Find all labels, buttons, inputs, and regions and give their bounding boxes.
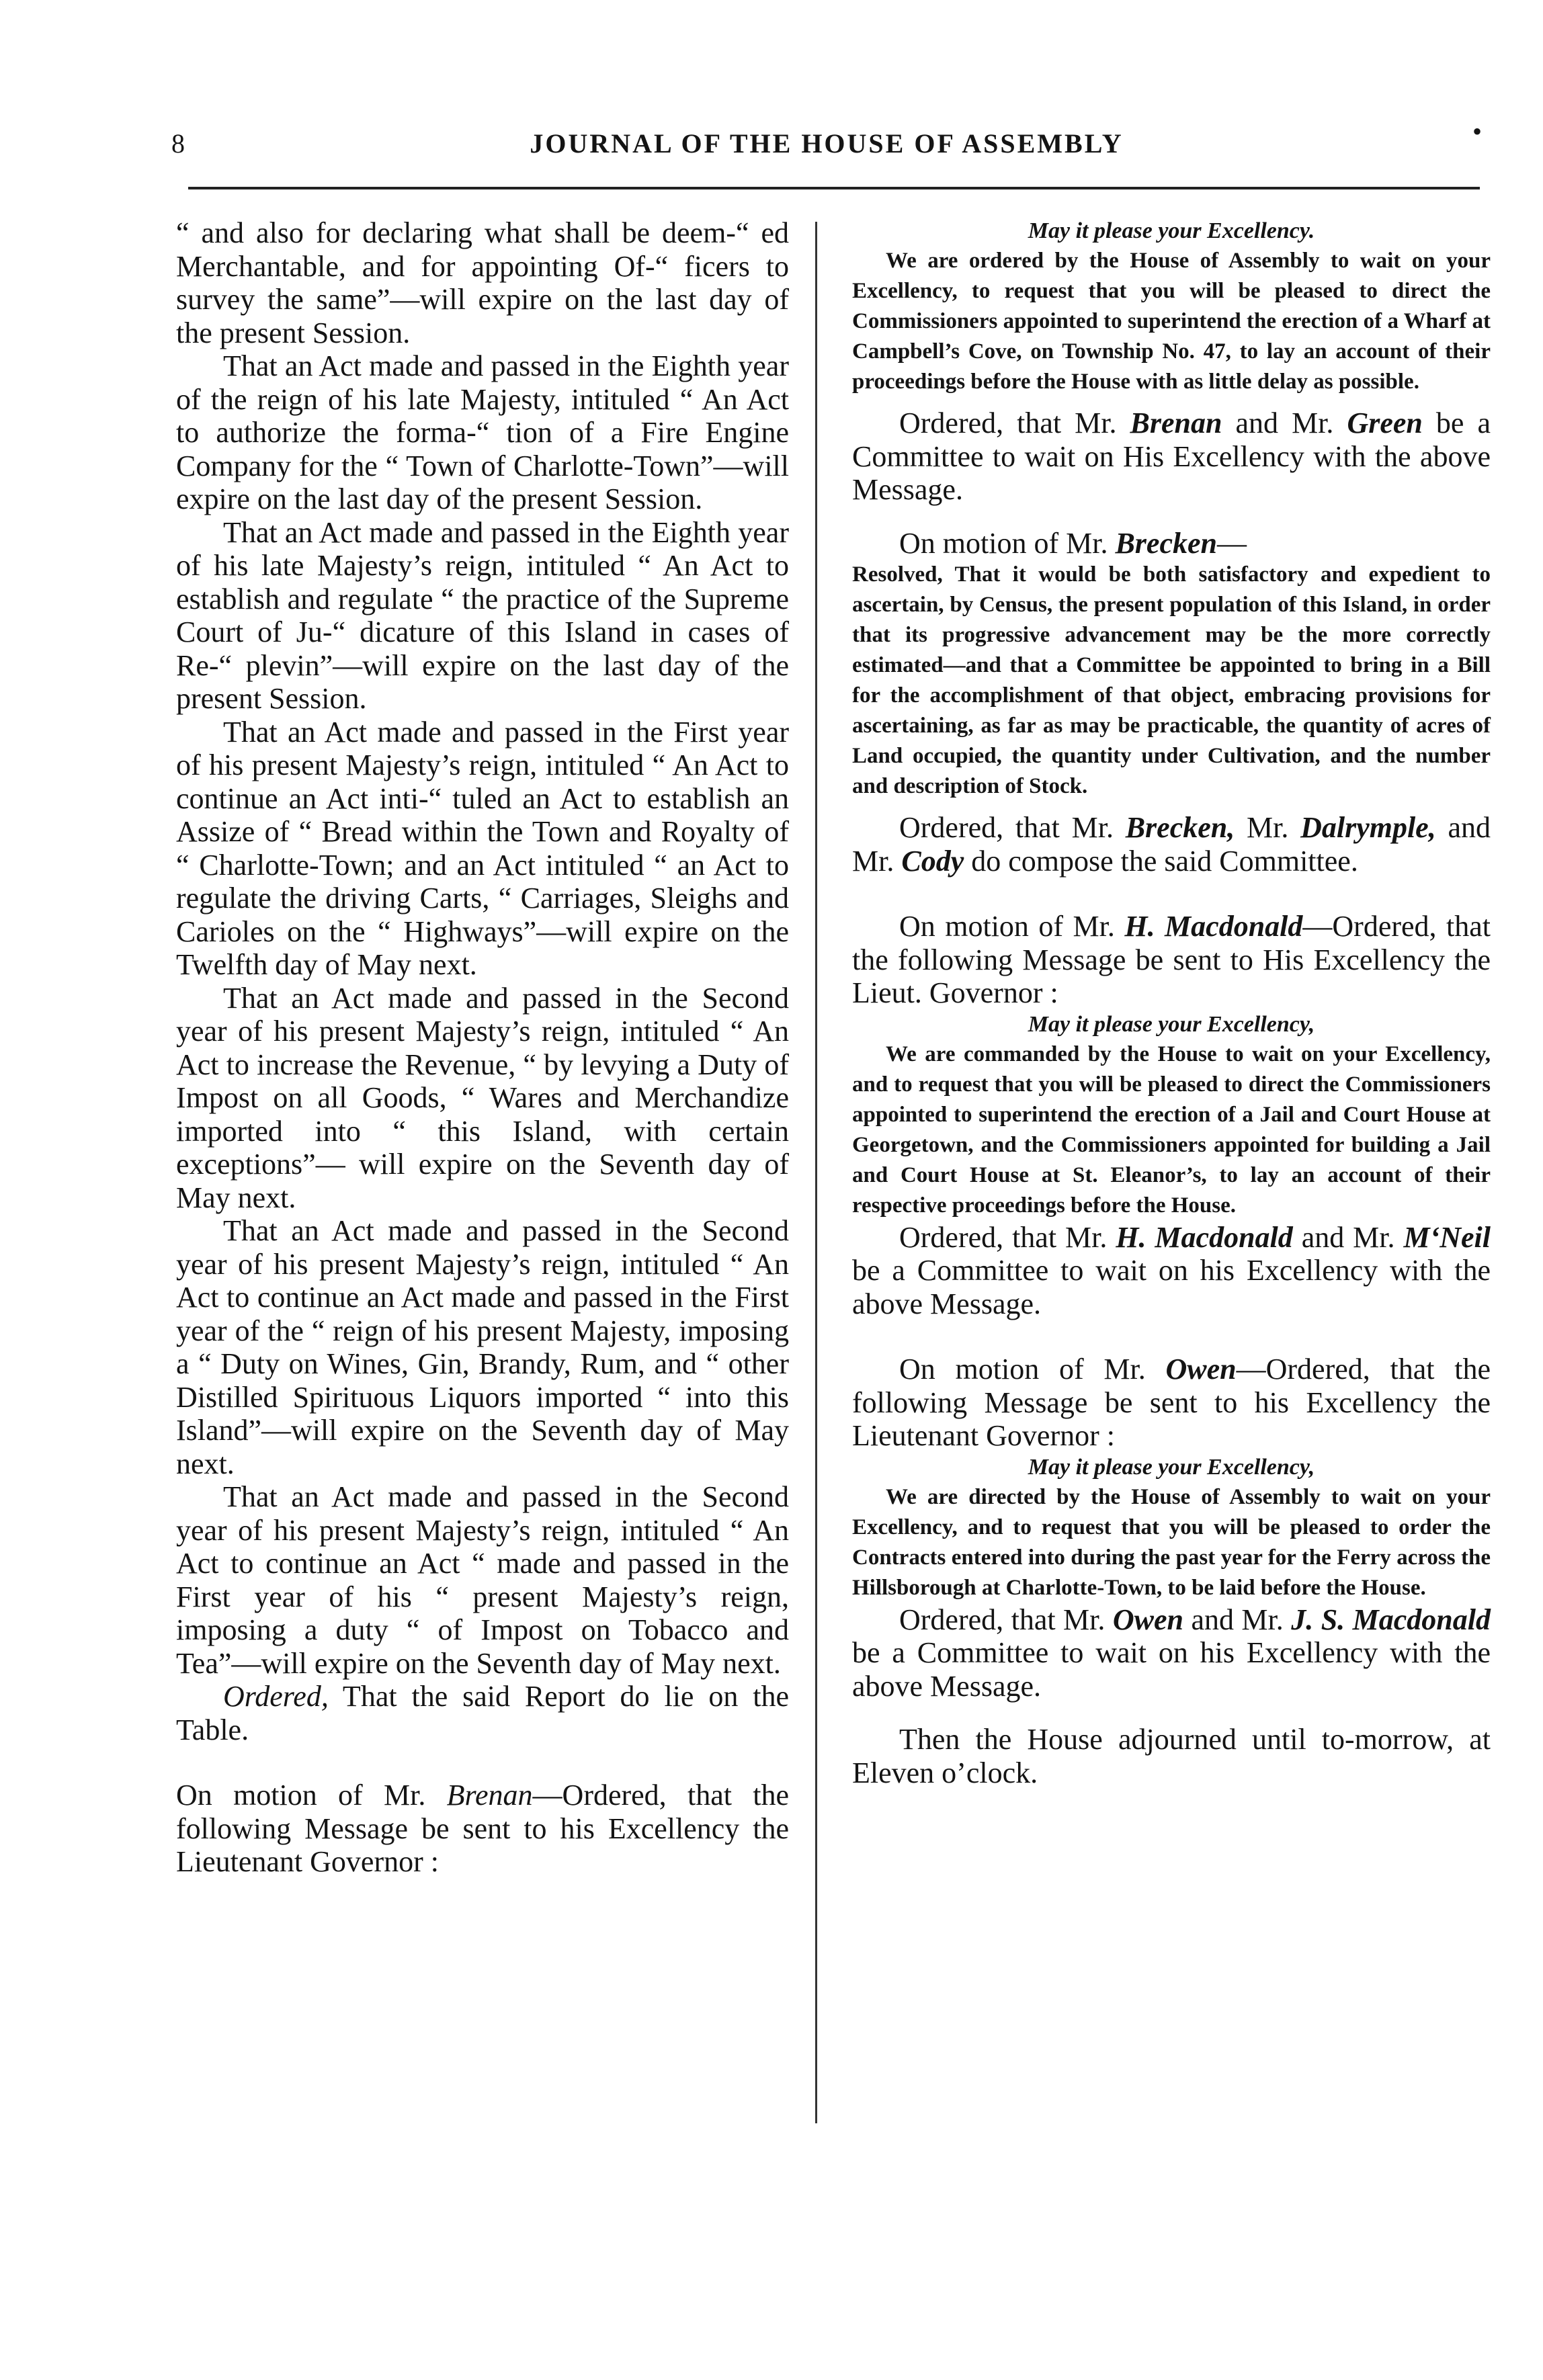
left-column: [176, 216, 789, 1879]
paragraph: That an Act made and passed in the Eighth year of his late Majesty’s reign, intituled “ An Act to establish and regulate “ the practice of the Supreme Court of Ju-“ dicature of this Island in cases of Re-“ plevin”—will expire on the last day of the present Session.: [176, 515, 789, 715]
paragraph: Ordered, that Mr. Brecken, Mr. Dalrymple, and Mr. Cody do compose the said Committee.: [852, 811, 1491, 878]
member-name: Brecken,: [1125, 811, 1235, 844]
paragraph: Ordered, that Mr. Brenan and Mr. Green be a Committee to wait on His Excellency with the above Message.: [852, 407, 1491, 506]
paragraph: On motion of Mr. Owen—Ordered, that the following Message be sent to his Excellency the Lieutenant Governor :: [852, 1353, 1491, 1452]
page-header: [171, 116, 1482, 168]
paragraph: On motion of Mr. Brenan—Ordered, that the following Message be sent to his Excellency the Lieutenant Governor :: [176, 1779, 790, 1878]
column-divider: [815, 222, 817, 2123]
emphasis: Ordered,: [223, 1680, 329, 1713]
salutation: May it please your Excellency,: [1028, 1454, 1315, 1480]
member-name: H. Macdonald: [1116, 1220, 1293, 1254]
paragraph: That an Act made and passed in the Second year of his present Majesty’s reign, intituled “ An Act to continue an Act “ made and passed in the First year of his “ present Majesty’s reign, imposing a duty “ of Impost on Tobacco and Tea”—will expire on the Seventh day of May next.: [176, 1480, 789, 1680]
running-head: JOURNAL OF THE HOUSE OF ASSEMBLY: [530, 128, 1124, 159]
resolution: Resolved, That it would be both satisfactory and expedient to ascertain, by Census, the present population of this Island, in order that its progressive advancement may be the more correctly estimated—and that a Committee be appointed to bring in a Bill for the accomplishment of that object, embracing provisions for ascertaining, as far as may be practicable, the quantity of acres of Land occupied, the quantity under Cultivation, and the number and description of Stock.: [852, 562, 1491, 798]
paragraph: “ and also for declaring what shall be deem-“ ed Merchantable, and for appointing Of-“ ficers to survey the same”—will expire on the last day of the present Session.: [176, 216, 789, 349]
member-name: Owen: [1165, 1353, 1237, 1386]
paragraph: That an Act made and passed in the Second year of his present Majesty’s reign, intituled “ An Act to increase the Revenue, “ by levying a Duty of Impost on all Goods, “ Wares and Merchandize imported into “ this Island, with certain exceptions”— will expire on the Seventh day of May next.: [176, 981, 789, 1214]
member-name: Brenan: [1130, 407, 1222, 439]
paragraph: Ordered, That the said Report do lie on the Table.: [176, 1680, 789, 1746]
paragraph: Ordered, that Mr. Owen and Mr. J. S. Macdonald be a Committee to wait on his Excellency with the above Message.: [852, 1603, 1491, 1703]
message: We are commanded by the House to wait on your Excellency, and to request that you will be pleased to direct the Commissioners appointed to superintend the erection of a Jail and Court House at Georgetown, and the Commissioners appointed for building a Jail and Court House at St. Eleanor’s, to lay an account of their respective proceedings before the House.: [852, 1042, 1491, 1218]
member-name: Dalrymple,: [1300, 811, 1436, 844]
stray-mark: •: [1472, 116, 1482, 146]
member-name: Owen: [1112, 1603, 1183, 1636]
member-name: M‘Neil: [1403, 1220, 1491, 1254]
paragraph: On motion of Mr. H. Macdonald—Ordered, that the following Message be sent to His Excellency the Lieut. Governor :: [852, 910, 1491, 1009]
member-name: Brenan: [446, 1779, 533, 1812]
message: We are ordered by the House of Assembly to wait on your Excellency, to request that you will be pleased to direct the Commissioners appointed to superintend the erection of a Wharf at Campbell’s Cove, on Township No. 47, to lay an account of their proceedings before the House with as little delay as possible.: [852, 249, 1491, 394]
paragraph: On motion of Mr. Brecken—: [899, 526, 1247, 560]
page-number: 8: [171, 128, 185, 159]
member-name: H. Macdonald: [1124, 910, 1303, 943]
member-name: Green: [1347, 407, 1423, 439]
paragraph: That an Act made and passed in the Eighth year of the reign of his late Majesty, intituled “ An Act to authorize the forma-“ tion of a Fire Engine Company for the “ Town of Charlotte-Town”—will expire on the last day of the present Session.: [176, 349, 789, 515]
member-name: Brecken: [1115, 526, 1217, 560]
right-column: [852, 216, 1491, 1789]
salutation: May it please your Excellency,: [1028, 1011, 1315, 1037]
paragraph: Then the House adjourned until to-morrow, at Eleven o’clock.: [852, 1723, 1491, 1789]
paragraph: That an Act made and passed in the Second year of his present Majesty’s reign, intituled “ An Act to continue an Act made and passed in the First year of the “ reign of his present Majesty, imposing a “ Duty on Wines, Gin, Brandy, Rum, and “ other Distilled Spirituous Liquors imported “ into this Island”—will expire on the Seventh day of May next.: [176, 1214, 789, 1480]
paragraph: Ordered, that Mr. H. Macdonald and Mr. M‘Neil be a Committee to wait on his Excellency with the above Message.: [852, 1220, 1491, 1320]
salutation: May it please your Excellency.: [1028, 218, 1315, 243]
message: We are directed by the House of Assembly to wait on your Excellency, and to request that you will be pleased to order the Contracts entered into during the past year for the Ferry across the Hillsborough at Charlotte-Town, to be laid before the House.: [852, 1484, 1491, 1600]
member-name: Cody: [901, 844, 964, 878]
header-rule: [188, 187, 1480, 189]
member-name: J. S. Macdonald: [1291, 1603, 1491, 1636]
paragraph: That an Act made and passed in the First year of his present Majesty’s reign, intituled “ An Act to continue an Act inti-“ tuled an Act to establish an Assize of “ Bread within the Town and Royalty of “ Charlotte-Town; and an Act intituled “ an Act to regulate the driving Carts, “ Carriages, Sleighs and Carioles on the “ Highways”—will expire on the Twelfth day of May next.: [176, 715, 789, 981]
